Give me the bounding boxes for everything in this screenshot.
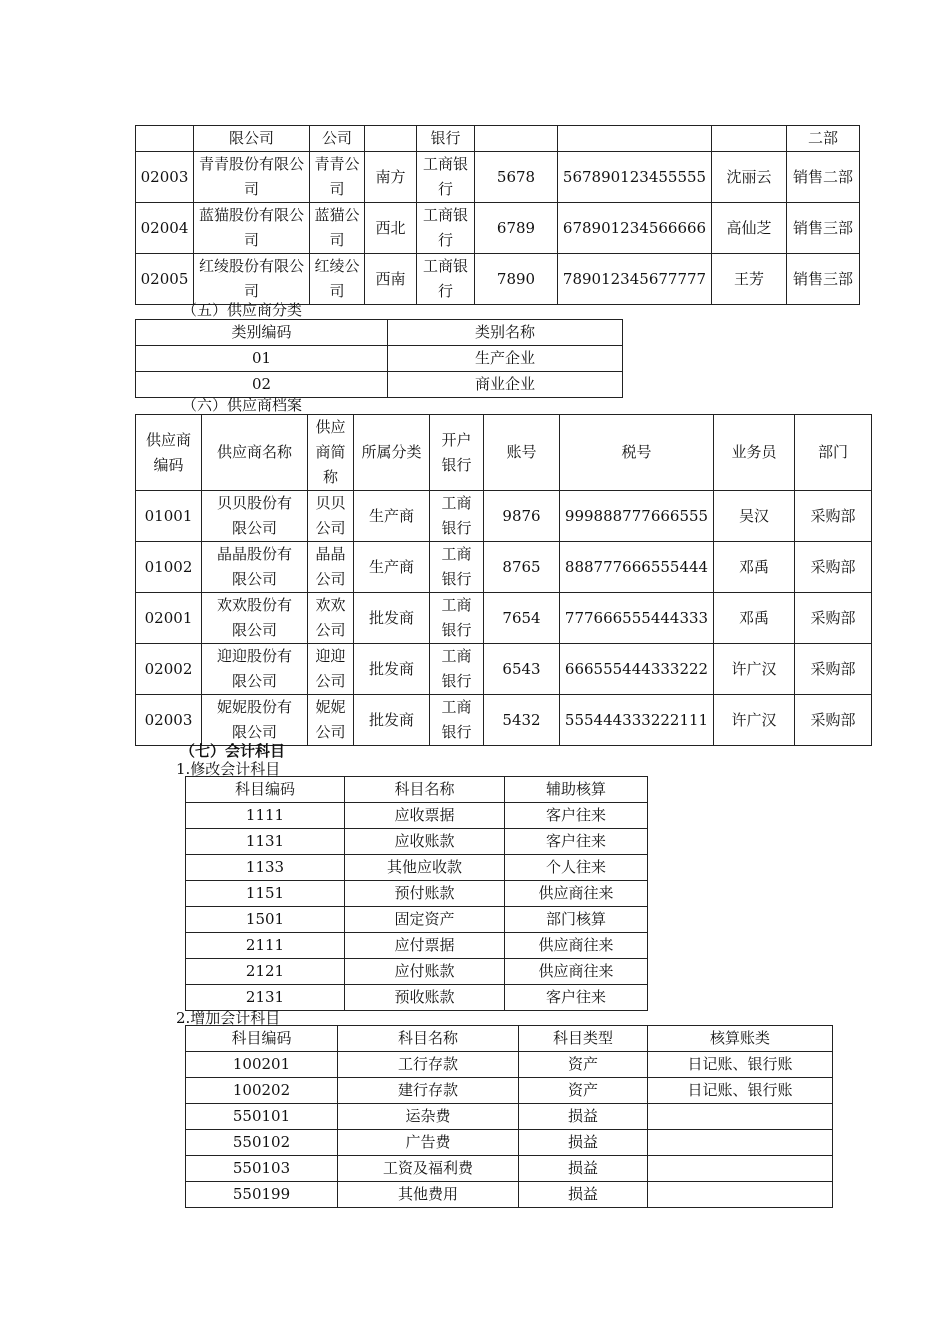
supplier-account: 5432 (484, 695, 560, 746)
supplier-dept: 采购部 (795, 695, 872, 746)
ledger-type (648, 1104, 833, 1130)
customer-bank: 工商银行 (417, 254, 475, 305)
supplier-salesperson: 邓禹 (714, 593, 795, 644)
customer-code: 02003 (136, 152, 194, 203)
customer-short: 红绫公司 (310, 254, 365, 305)
add-subjects-table (185, 1025, 833, 1208)
subject-code: 1133 (186, 855, 345, 881)
column-header-text: 所属分类 (361, 443, 422, 461)
supplier-dept: 采购部 (795, 491, 872, 542)
supplier-short: 迎迎公司 (308, 644, 354, 695)
customer-tax (558, 126, 712, 152)
table-header-row (136, 415, 872, 491)
subject-name: 工资及福利费 (338, 1156, 519, 1182)
column-header: 业务员 (714, 415, 795, 491)
auxiliary-accounting: 供应商往来 (505, 959, 648, 985)
modify-subjects-table (185, 776, 648, 1011)
customer-name: 青青股份有限公司 (194, 152, 310, 203)
supplier-tax: 888777666555444 (560, 542, 714, 593)
column-header: 类别名称 (388, 320, 623, 346)
customer-short: 青青公司 (310, 152, 365, 203)
supplier-category: 批发商 (354, 644, 430, 695)
customer-bank: 工商银行 (417, 152, 475, 203)
customer-account: 6789 (475, 203, 558, 254)
subject-code: 1151 (186, 881, 345, 907)
column-header (308, 415, 354, 491)
supplier-dept: 采购部 (795, 542, 872, 593)
table-row (136, 491, 872, 542)
table-row (136, 695, 872, 746)
subject-code: 550101 (186, 1104, 338, 1130)
subject-name: 固定资产 (345, 907, 505, 933)
table-row (136, 152, 860, 203)
subject-name: 运杂费 (338, 1104, 519, 1130)
customer-dept: 销售三部 (787, 254, 860, 305)
supplier-short: 晶晶公司 (308, 542, 354, 593)
supplier-salesperson: 许广汉 (714, 644, 795, 695)
supplier-dept: 采购部 (795, 644, 872, 695)
table-row (186, 829, 648, 855)
subject-code: 550103 (186, 1156, 338, 1182)
column-header: 科目名称 (338, 1026, 519, 1052)
table-row (136, 644, 872, 695)
auxiliary-accounting: 客户往来 (505, 829, 648, 855)
supplier-bank: 工商银行 (430, 644, 484, 695)
supplier-account: 7654 (484, 593, 560, 644)
customer-account: 7890 (475, 254, 558, 305)
customer-table-continued (135, 125, 860, 305)
supplier-bank: 工商银行 (430, 695, 484, 746)
subject-code: 1111 (186, 803, 345, 829)
column-header (354, 415, 430, 491)
column-header (136, 415, 202, 491)
customer-name: 红绫股份有限公司 (194, 254, 310, 305)
supplier-bank: 工商银行 (430, 593, 484, 644)
column-header-text: 开户银行 (441, 430, 472, 474)
ledger-type (648, 1182, 833, 1208)
auxiliary-accounting: 部门核算 (505, 907, 648, 933)
supplier-file-table (135, 414, 872, 746)
subject-code: 2111 (186, 933, 345, 959)
subject-name: 其他费用 (338, 1182, 519, 1208)
subject-type: 资产 (519, 1052, 648, 1078)
table-header-row (136, 320, 623, 346)
auxiliary-accounting: 供应商往来 (505, 881, 648, 907)
supplier-short: 贝贝公司 (308, 491, 354, 542)
column-header (430, 415, 484, 491)
supplier-tax: 999888777666555 (560, 491, 714, 542)
column-header (202, 415, 308, 491)
supplier-short: 欢欢公司 (308, 593, 354, 644)
auxiliary-accounting: 个人往来 (505, 855, 648, 881)
auxiliary-accounting: 客户往来 (505, 985, 648, 1011)
customer-salesperson: 王芳 (712, 254, 787, 305)
customer-salesperson: 沈丽云 (712, 152, 787, 203)
column-header-text: 供应商名称 (216, 443, 292, 461)
column-header-text: 供应商编码 (145, 430, 191, 474)
column-header: 科目类型 (519, 1026, 648, 1052)
subject-name: 应付账款 (345, 959, 505, 985)
subject-code: 1501 (186, 907, 345, 933)
supplier-name: 妮妮股份有限公司 (202, 695, 308, 746)
customer-region: 西北 (365, 203, 417, 254)
supplier-category: 生产商 (354, 542, 430, 593)
supplier-tax: 555444333222111 (560, 695, 714, 746)
supplier-account: 8765 (484, 542, 560, 593)
ledger-type (648, 1156, 833, 1182)
table-row (186, 959, 648, 985)
customer-dept: 二部 (787, 126, 860, 152)
customer-code: 02004 (136, 203, 194, 254)
customer-dept: 销售三部 (787, 203, 860, 254)
class-name: 生产企业 (388, 346, 623, 372)
customer-code: 02005 (136, 254, 194, 305)
subject-code: 100202 (186, 1078, 338, 1104)
customer-name: 限公司 (194, 126, 310, 152)
supplier-code: 02002 (136, 644, 202, 695)
table-row (186, 1052, 833, 1078)
table-row (186, 1182, 833, 1208)
subject-code: 100201 (186, 1052, 338, 1078)
subject-code: 550102 (186, 1130, 338, 1156)
customer-dept: 销售二部 (787, 152, 860, 203)
table-row (136, 542, 872, 593)
supplier-bank: 工商银行 (430, 491, 484, 542)
table-row (186, 1078, 833, 1104)
supplier-code: 01002 (136, 542, 202, 593)
ledger-type (648, 1130, 833, 1156)
table-row (136, 372, 623, 398)
supplier-class-heading: （五）供应商分类 (182, 301, 303, 319)
column-header: 科目名称 (345, 777, 505, 803)
supplier-name: 欢欢股份有限公司 (202, 593, 308, 644)
customer-tax: 678901234566666 (558, 203, 712, 254)
table-row (136, 254, 860, 305)
customer-region: 西南 (365, 254, 417, 305)
subject-code: 2131 (186, 985, 345, 1011)
table-row (136, 126, 860, 152)
supplier-salesperson: 邓禹 (714, 542, 795, 593)
subject-code: 550199 (186, 1182, 338, 1208)
supplier-category: 批发商 (354, 593, 430, 644)
class-name: 商业企业 (388, 372, 623, 398)
supplier-class-table (135, 319, 623, 398)
customer-tax: 567890123455555 (558, 152, 712, 203)
supplier-salesperson: 许广汉 (714, 695, 795, 746)
customer-region (365, 126, 417, 152)
subject-type: 损益 (519, 1182, 648, 1208)
customer-short: 公司 (310, 126, 365, 152)
supplier-short: 妮妮公司 (308, 695, 354, 746)
supplier-name: 迎迎股份有限公司 (202, 644, 308, 695)
table-row (186, 803, 648, 829)
table-row (136, 346, 623, 372)
table-row (186, 1156, 833, 1182)
subject-type: 损益 (519, 1104, 648, 1130)
supplier-code: 02001 (136, 593, 202, 644)
table-row (136, 203, 860, 254)
modify-subjects-heading: 1.修改会计科目 (176, 760, 281, 778)
subject-name: 应收账款 (345, 829, 505, 855)
supplier-category: 批发商 (354, 695, 430, 746)
column-header: 部门 (795, 415, 872, 491)
table-row (186, 881, 648, 907)
column-header: 科目编码 (186, 777, 345, 803)
class-code: 02 (136, 372, 388, 398)
supplier-name: 贝贝股份有限公司 (202, 491, 308, 542)
customer-salesperson: 高仙芝 (712, 203, 787, 254)
column-header: 核算账类 (648, 1026, 833, 1052)
auxiliary-accounting: 客户往来 (505, 803, 648, 829)
supplier-code: 02003 (136, 695, 202, 746)
class-code: 01 (136, 346, 388, 372)
accounting-subjects-heading: （七）会计科目 (180, 742, 286, 760)
add-subjects-heading: 2.增加会计科目 (176, 1009, 281, 1027)
customer-region: 南方 (365, 152, 417, 203)
column-header: 账号 (484, 415, 560, 491)
subject-name: 应收票据 (345, 803, 505, 829)
table-row (186, 1104, 833, 1130)
customer-short: 蓝猫公司 (310, 203, 365, 254)
supplier-tax: 666555444333222 (560, 644, 714, 695)
subject-code: 1131 (186, 829, 345, 855)
customer-salesperson (712, 126, 787, 152)
subject-type: 资产 (519, 1078, 648, 1104)
customer-account: 5678 (475, 152, 558, 203)
column-header: 辅助核算 (505, 777, 648, 803)
customer-tax: 789012345677777 (558, 254, 712, 305)
supplier-salesperson: 吴汉 (714, 491, 795, 542)
ledger-type: 日记账、银行账 (648, 1078, 833, 1104)
auxiliary-accounting: 供应商往来 (505, 933, 648, 959)
column-header: 类别编码 (136, 320, 388, 346)
column-header-text: 供应商简称 (315, 418, 346, 486)
subject-type: 损益 (519, 1156, 648, 1182)
table-row (186, 907, 648, 933)
subject-type: 损益 (519, 1130, 648, 1156)
subject-name: 广告费 (338, 1130, 519, 1156)
supplier-category: 生产商 (354, 491, 430, 542)
customer-name: 蓝猫股份有限公司 (194, 203, 310, 254)
subject-name: 应付票据 (345, 933, 505, 959)
supplier-name: 晶晶股份有限公司 (202, 542, 308, 593)
subject-name: 建行存款 (338, 1078, 519, 1104)
supplier-tax: 777666555444333 (560, 593, 714, 644)
subject-name: 预付账款 (345, 881, 505, 907)
customer-bank: 工商银行 (417, 203, 475, 254)
supplier-file-heading: （六）供应商档案 (182, 396, 303, 414)
customer-code (136, 126, 194, 152)
supplier-dept: 采购部 (795, 593, 872, 644)
table-row (186, 933, 648, 959)
subject-code: 2121 (186, 959, 345, 985)
subject-name: 其他应收款 (345, 855, 505, 881)
ledger-type: 日记账、银行账 (648, 1052, 833, 1078)
table-row (186, 985, 648, 1011)
supplier-bank: 工商银行 (430, 542, 484, 593)
table-header-row (186, 1026, 833, 1052)
supplier-account: 6543 (484, 644, 560, 695)
column-header: 税号 (560, 415, 714, 491)
table-row (186, 1130, 833, 1156)
customer-account (475, 126, 558, 152)
column-header: 科目编码 (186, 1026, 338, 1052)
supplier-code: 01001 (136, 491, 202, 542)
subject-name: 工行存款 (338, 1052, 519, 1078)
table-header-row (186, 777, 648, 803)
table-row (186, 855, 648, 881)
supplier-account: 9876 (484, 491, 560, 542)
customer-bank: 银行 (417, 126, 475, 152)
subject-name: 预收账款 (345, 985, 505, 1011)
table-row (136, 593, 872, 644)
